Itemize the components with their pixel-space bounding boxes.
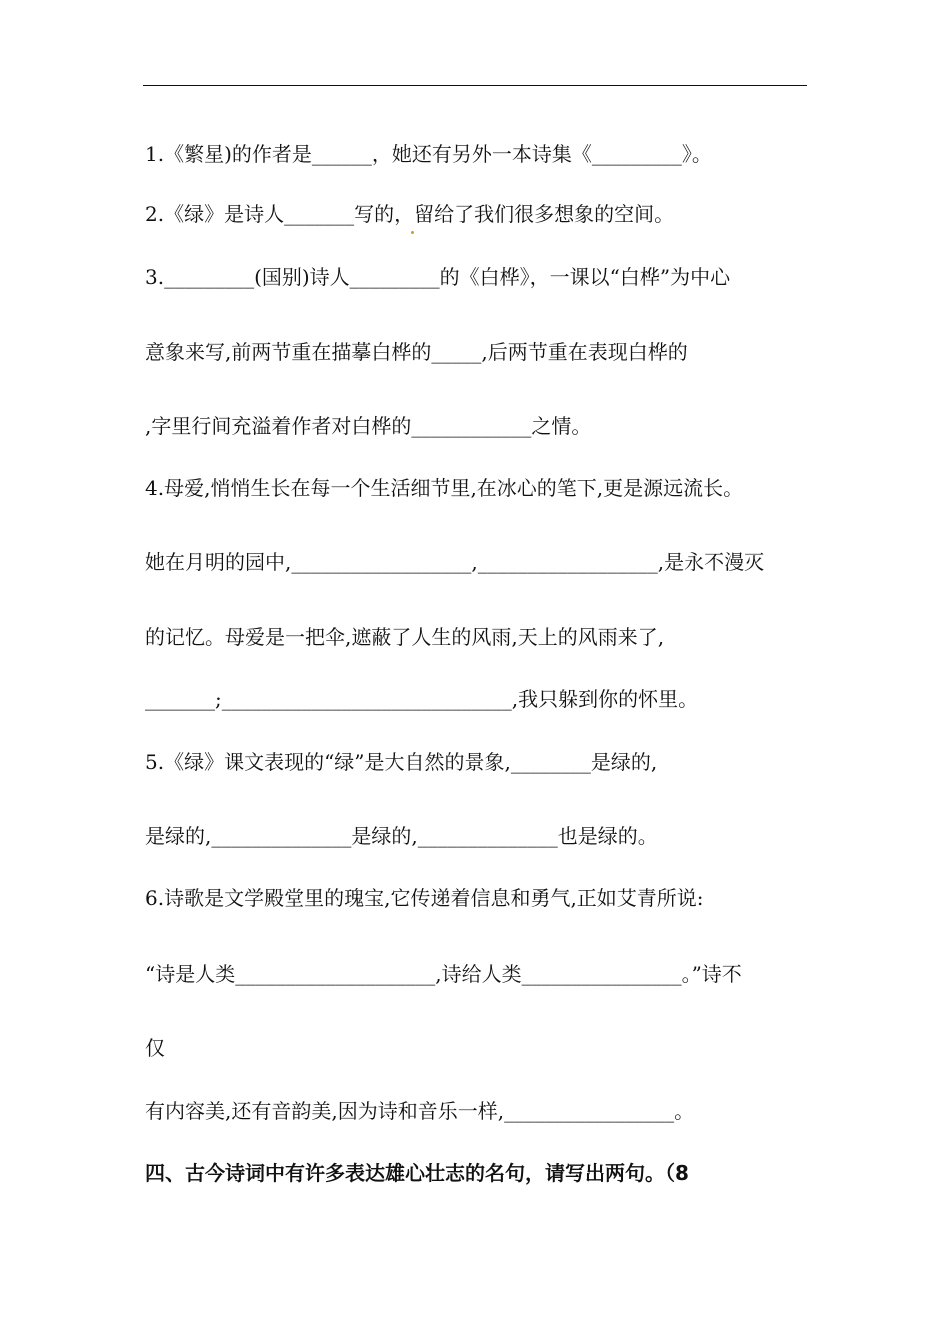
question-6-line-1: 6.诗歌是文学殿堂里的瑰宝,它传递着信息和勇气,正如艾青所说: <box>145 886 704 910</box>
question-2: 2.《绿》是诗人_______写的，留给了我们很多想象的空间。 <box>145 202 675 226</box>
question-6-line-3: 仅 <box>145 1036 165 1060</box>
question-4-line-1: 4.母爱,悄悄生长在每一个生活细节里,在冰心的笔下,更是源远流长。 <box>145 476 744 500</box>
stray-dot-mark <box>411 231 414 234</box>
question-5-line-2: 是绿的,______________是绿的,______________也是绿的。 <box>145 824 658 848</box>
question-4-line-2: 她在月明的园中,__________________,__________________,是永不漫灭 <box>145 550 765 574</box>
question-3-line-3: ,字里行间充溢着作者对白桦的____________之情。 <box>145 414 592 438</box>
question-3-line-2: 意象来写,前两节重在描摹白桦的_____,后两节重在表现白桦的 <box>145 340 688 364</box>
question-4-line-4: _______;_____________________________,我只躲到你的怀里。 <box>145 687 699 711</box>
header-rule <box>143 85 807 86</box>
question-6-line-2: “诗是人类____________________,诗给人类________________。”诗不 <box>145 962 742 986</box>
question-5-line-1: 5.《绿》课文表现的“绿”是大自然的景象,________是绿的, <box>145 750 658 774</box>
question-1: 1.《繁星)的作者是______，她还有另外一本诗集《_________》。 <box>145 142 712 166</box>
question-6-line-4: 有内容美,还有音韵美,因为诗和音乐一样,_________________。 <box>145 1099 695 1123</box>
question-4-line-3: 的记忆。母爱是一把伞,遮蔽了人生的风雨,天上的风雨来了, <box>145 625 665 649</box>
section-heading: 四、古今诗词中有许多表达雄心壮志的名句，请写出两句。（8 <box>145 1161 689 1185</box>
question-3-line-1: 3._________(国别)诗人_________的《白桦》，一课以“白桦”为中心 <box>145 265 731 289</box>
